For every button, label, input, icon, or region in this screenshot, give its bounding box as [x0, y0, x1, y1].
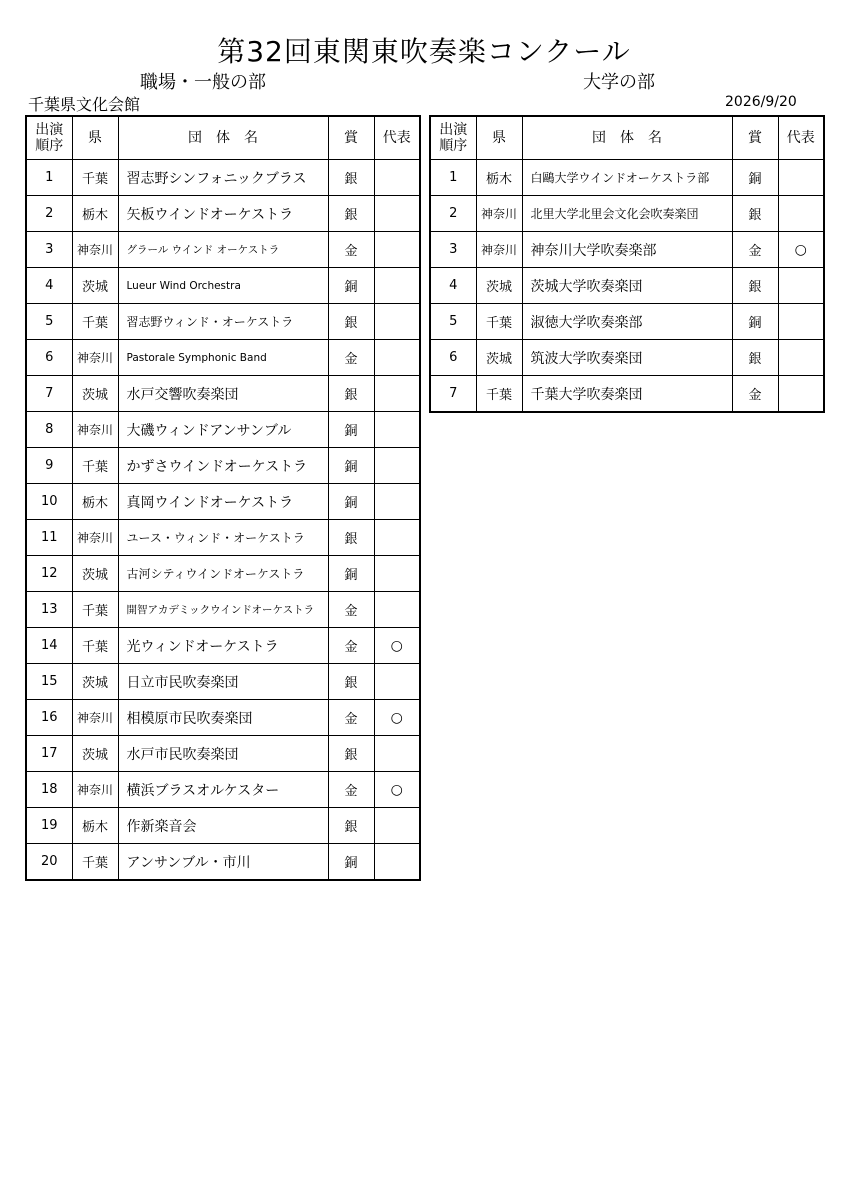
cell-order: 5	[26, 304, 72, 340]
cell-group-name: 相模原市民吹奏楽団	[118, 700, 328, 736]
cell-prefecture: 茨城	[72, 268, 118, 304]
cell-representative	[374, 160, 420, 196]
cell-prefecture: 千葉	[72, 160, 118, 196]
cell-representative: ○	[374, 628, 420, 664]
cell-order: 3	[430, 232, 476, 268]
cell-prefecture: 栃木	[72, 484, 118, 520]
header-order-line2: 順序	[439, 138, 468, 154]
cell-representative	[374, 232, 420, 268]
cell-award: 銀	[328, 196, 374, 232]
header-award: 賞	[732, 116, 778, 160]
cell-order: 2	[430, 196, 476, 232]
cell-group-name: 横浜ブラスオルケスター	[118, 772, 328, 808]
cell-representative: ○	[778, 232, 824, 268]
cell-order: 14	[26, 628, 72, 664]
cell-order: 2	[26, 196, 72, 232]
cell-award: 銅	[328, 448, 374, 484]
cell-group-name: 真岡ウインドオーケストラ	[118, 484, 328, 520]
cell-prefecture: 神奈川	[476, 232, 522, 268]
cell-prefecture: 茨城	[72, 664, 118, 700]
cell-group-name: 水戸市民吹奏楽団	[118, 736, 328, 772]
general-results-table	[25, 115, 421, 881]
cell-prefecture: 栃木	[72, 196, 118, 232]
cell-order: 7	[26, 376, 72, 412]
cell-order: 1	[26, 160, 72, 196]
table-row	[26, 844, 420, 881]
cell-prefecture: 神奈川	[72, 340, 118, 376]
cell-prefecture: 神奈川	[72, 412, 118, 448]
cell-group-name: グラール ウインド オーケストラ	[118, 232, 328, 268]
cell-order: 19	[26, 808, 72, 844]
cell-representative	[374, 376, 420, 412]
cell-prefecture: 茨城	[72, 376, 118, 412]
cell-group-name: 神奈川大学吹奏楽部	[522, 232, 732, 268]
date-label: 2026/9/20	[725, 94, 797, 110]
header-order-line1: 出演	[439, 122, 468, 138]
cell-order: 10	[26, 484, 72, 520]
table-row	[26, 592, 420, 628]
cell-representative	[374, 520, 420, 556]
cell-order: 20	[26, 844, 72, 881]
cell-group-name: 千葉大学吹奏楽団	[522, 376, 732, 413]
cell-award: 銀	[328, 160, 374, 196]
cell-group-name: 開智アカデミックウインドオーケストラ	[118, 592, 328, 628]
cell-group-name: 日立市民吹奏楽団	[118, 664, 328, 700]
cell-award: 銀	[732, 196, 778, 232]
cell-representative	[374, 196, 420, 232]
cell-award: 金	[328, 232, 374, 268]
cell-group-name: 白鷗大学ウインドオーケストラ部	[522, 160, 732, 196]
cell-award: 金	[732, 376, 778, 413]
cell-representative	[778, 376, 824, 413]
cell-order: 4	[26, 268, 72, 304]
cell-order: 6	[430, 340, 476, 376]
cell-group-name: 筑波大学吹奏楽団	[522, 340, 732, 376]
cell-award: 銀	[328, 304, 374, 340]
cell-group-name: 光ウィンドオーケストラ	[118, 628, 328, 664]
cell-representative	[778, 340, 824, 376]
cell-order: 8	[26, 412, 72, 448]
header-prefecture: 県	[476, 116, 522, 160]
table-row	[26, 304, 420, 340]
cell-group-name: Pastorale Symphonic Band	[118, 340, 328, 376]
cell-prefecture: 千葉	[72, 628, 118, 664]
cell-representative	[778, 268, 824, 304]
cell-prefecture: 千葉	[476, 376, 522, 413]
cell-representative	[374, 592, 420, 628]
header-order-line2: 順序	[35, 138, 64, 154]
cell-award: 銀	[328, 376, 374, 412]
cell-prefecture: 茨城	[476, 268, 522, 304]
table-row	[26, 376, 420, 412]
cell-representative: ○	[374, 772, 420, 808]
cell-award: 銀	[732, 268, 778, 304]
table-header-row	[430, 116, 824, 160]
header-prefecture: 県	[72, 116, 118, 160]
table-row	[26, 736, 420, 772]
cell-award: 金	[328, 700, 374, 736]
cell-prefecture: 千葉	[72, 844, 118, 881]
cell-representative	[374, 736, 420, 772]
cell-award: 銅	[328, 268, 374, 304]
cell-award: 銀	[328, 664, 374, 700]
page-title: 第32回東関東吹奏楽コンクール	[217, 35, 631, 68]
table-row	[26, 556, 420, 592]
cell-group-name: Lueur Wind Orchestra	[118, 268, 328, 304]
cell-order: 15	[26, 664, 72, 700]
cell-prefecture: 千葉	[72, 592, 118, 628]
table-row	[26, 196, 420, 232]
table-row	[26, 448, 420, 484]
cell-prefecture: 神奈川	[72, 520, 118, 556]
table-row	[26, 160, 420, 196]
cell-group-name: 大磯ウィンドアンサンブル	[118, 412, 328, 448]
cell-representative	[374, 664, 420, 700]
table-row	[430, 268, 824, 304]
cell-award: 金	[732, 232, 778, 268]
cell-award: 銅	[732, 304, 778, 340]
cell-award: 銀	[328, 808, 374, 844]
cell-award: 銅	[328, 844, 374, 881]
cell-award: 銅	[328, 484, 374, 520]
table-row	[26, 628, 420, 664]
cell-award: 銅	[328, 412, 374, 448]
cell-representative	[374, 268, 420, 304]
cell-order: 12	[26, 556, 72, 592]
cell-award: 銅	[328, 556, 374, 592]
header-representative: 代表	[374, 116, 420, 160]
cell-representative	[374, 484, 420, 520]
cell-order: 13	[26, 592, 72, 628]
cell-group-name: 淑徳大学吹奏楽部	[522, 304, 732, 340]
table-row	[430, 160, 824, 196]
cell-representative	[374, 844, 420, 881]
cell-group-name: アンサンブル・市川	[118, 844, 328, 881]
table-row	[26, 268, 420, 304]
cell-order: 6	[26, 340, 72, 376]
cell-representative	[374, 340, 420, 376]
cell-order: 4	[430, 268, 476, 304]
cell-award: 銀	[328, 520, 374, 556]
table-row	[430, 340, 824, 376]
table-row	[26, 664, 420, 700]
cell-representative	[374, 448, 420, 484]
cell-representative	[374, 556, 420, 592]
header-group-name: 団 体 名	[118, 116, 328, 160]
table-header-row	[26, 116, 420, 160]
cell-award: 金	[328, 772, 374, 808]
university-results-table	[429, 115, 825, 413]
university-table-body	[430, 160, 824, 413]
cell-prefecture: 茨城	[72, 736, 118, 772]
header-representative: 代表	[778, 116, 824, 160]
header-order-line1: 出演	[35, 122, 64, 138]
cell-group-name: 習志野シンフォニックブラス	[118, 160, 328, 196]
cell-representative	[374, 808, 420, 844]
cell-order: 11	[26, 520, 72, 556]
table-row	[26, 340, 420, 376]
venue-label: 千葉県文化会館	[28, 95, 141, 114]
section-title-general: 職場・一般の部	[140, 72, 266, 93]
cell-prefecture: 茨城	[72, 556, 118, 592]
cell-prefecture: 栃木	[476, 160, 522, 196]
cell-group-name: 古河シティウインドオーケストラ	[118, 556, 328, 592]
cell-order: 17	[26, 736, 72, 772]
header-award: 賞	[328, 116, 374, 160]
table-row	[26, 412, 420, 448]
cell-group-name: かずさウインドオーケストラ	[118, 448, 328, 484]
table-row	[26, 232, 420, 268]
cell-representative	[374, 412, 420, 448]
header-order	[26, 116, 72, 160]
cell-prefecture: 神奈川	[72, 700, 118, 736]
cell-group-name: 茨城大学吹奏楽団	[522, 268, 732, 304]
table-row	[26, 808, 420, 844]
cell-award: 銀	[328, 736, 374, 772]
cell-group-name: ユース・ウィンド・オーケストラ	[118, 520, 328, 556]
cell-order: 18	[26, 772, 72, 808]
cell-prefecture: 千葉	[72, 448, 118, 484]
cell-order: 3	[26, 232, 72, 268]
section-title-university: 大学の部	[583, 72, 655, 93]
cell-group-name: 北里大学北里会文化会吹奏楽団	[522, 196, 732, 232]
cell-prefecture: 神奈川	[72, 772, 118, 808]
general-table-body	[26, 160, 420, 881]
cell-award: 金	[328, 340, 374, 376]
cell-representative	[374, 304, 420, 340]
cell-award: 金	[328, 592, 374, 628]
cell-prefecture: 栃木	[72, 808, 118, 844]
cell-order: 7	[430, 376, 476, 413]
cell-group-name: 作新楽音会	[118, 808, 328, 844]
cell-prefecture: 千葉	[476, 304, 522, 340]
table-row	[430, 196, 824, 232]
table-row	[430, 232, 824, 268]
cell-representative	[778, 304, 824, 340]
cell-award: 金	[328, 628, 374, 664]
cell-award: 銀	[732, 340, 778, 376]
cell-representative: ○	[374, 700, 420, 736]
cell-representative	[778, 196, 824, 232]
header-order	[430, 116, 476, 160]
cell-prefecture: 千葉	[72, 304, 118, 340]
table-row	[26, 520, 420, 556]
cell-order: 9	[26, 448, 72, 484]
cell-prefecture: 神奈川	[72, 232, 118, 268]
cell-prefecture: 神奈川	[476, 196, 522, 232]
table-row	[26, 484, 420, 520]
table-row	[26, 772, 420, 808]
header-group-name: 団 体 名	[522, 116, 732, 160]
cell-order: 16	[26, 700, 72, 736]
cell-order: 1	[430, 160, 476, 196]
cell-order: 5	[430, 304, 476, 340]
table-row	[430, 376, 824, 413]
table-row	[430, 304, 824, 340]
cell-prefecture: 茨城	[476, 340, 522, 376]
cell-group-name: 矢板ウインドオーケストラ	[118, 196, 328, 232]
cell-representative	[778, 160, 824, 196]
cell-group-name: 習志野ウィンド・オーケストラ	[118, 304, 328, 340]
table-row	[26, 700, 420, 736]
cell-group-name: 水戸交響吹奏楽団	[118, 376, 328, 412]
cell-award: 銅	[732, 160, 778, 196]
